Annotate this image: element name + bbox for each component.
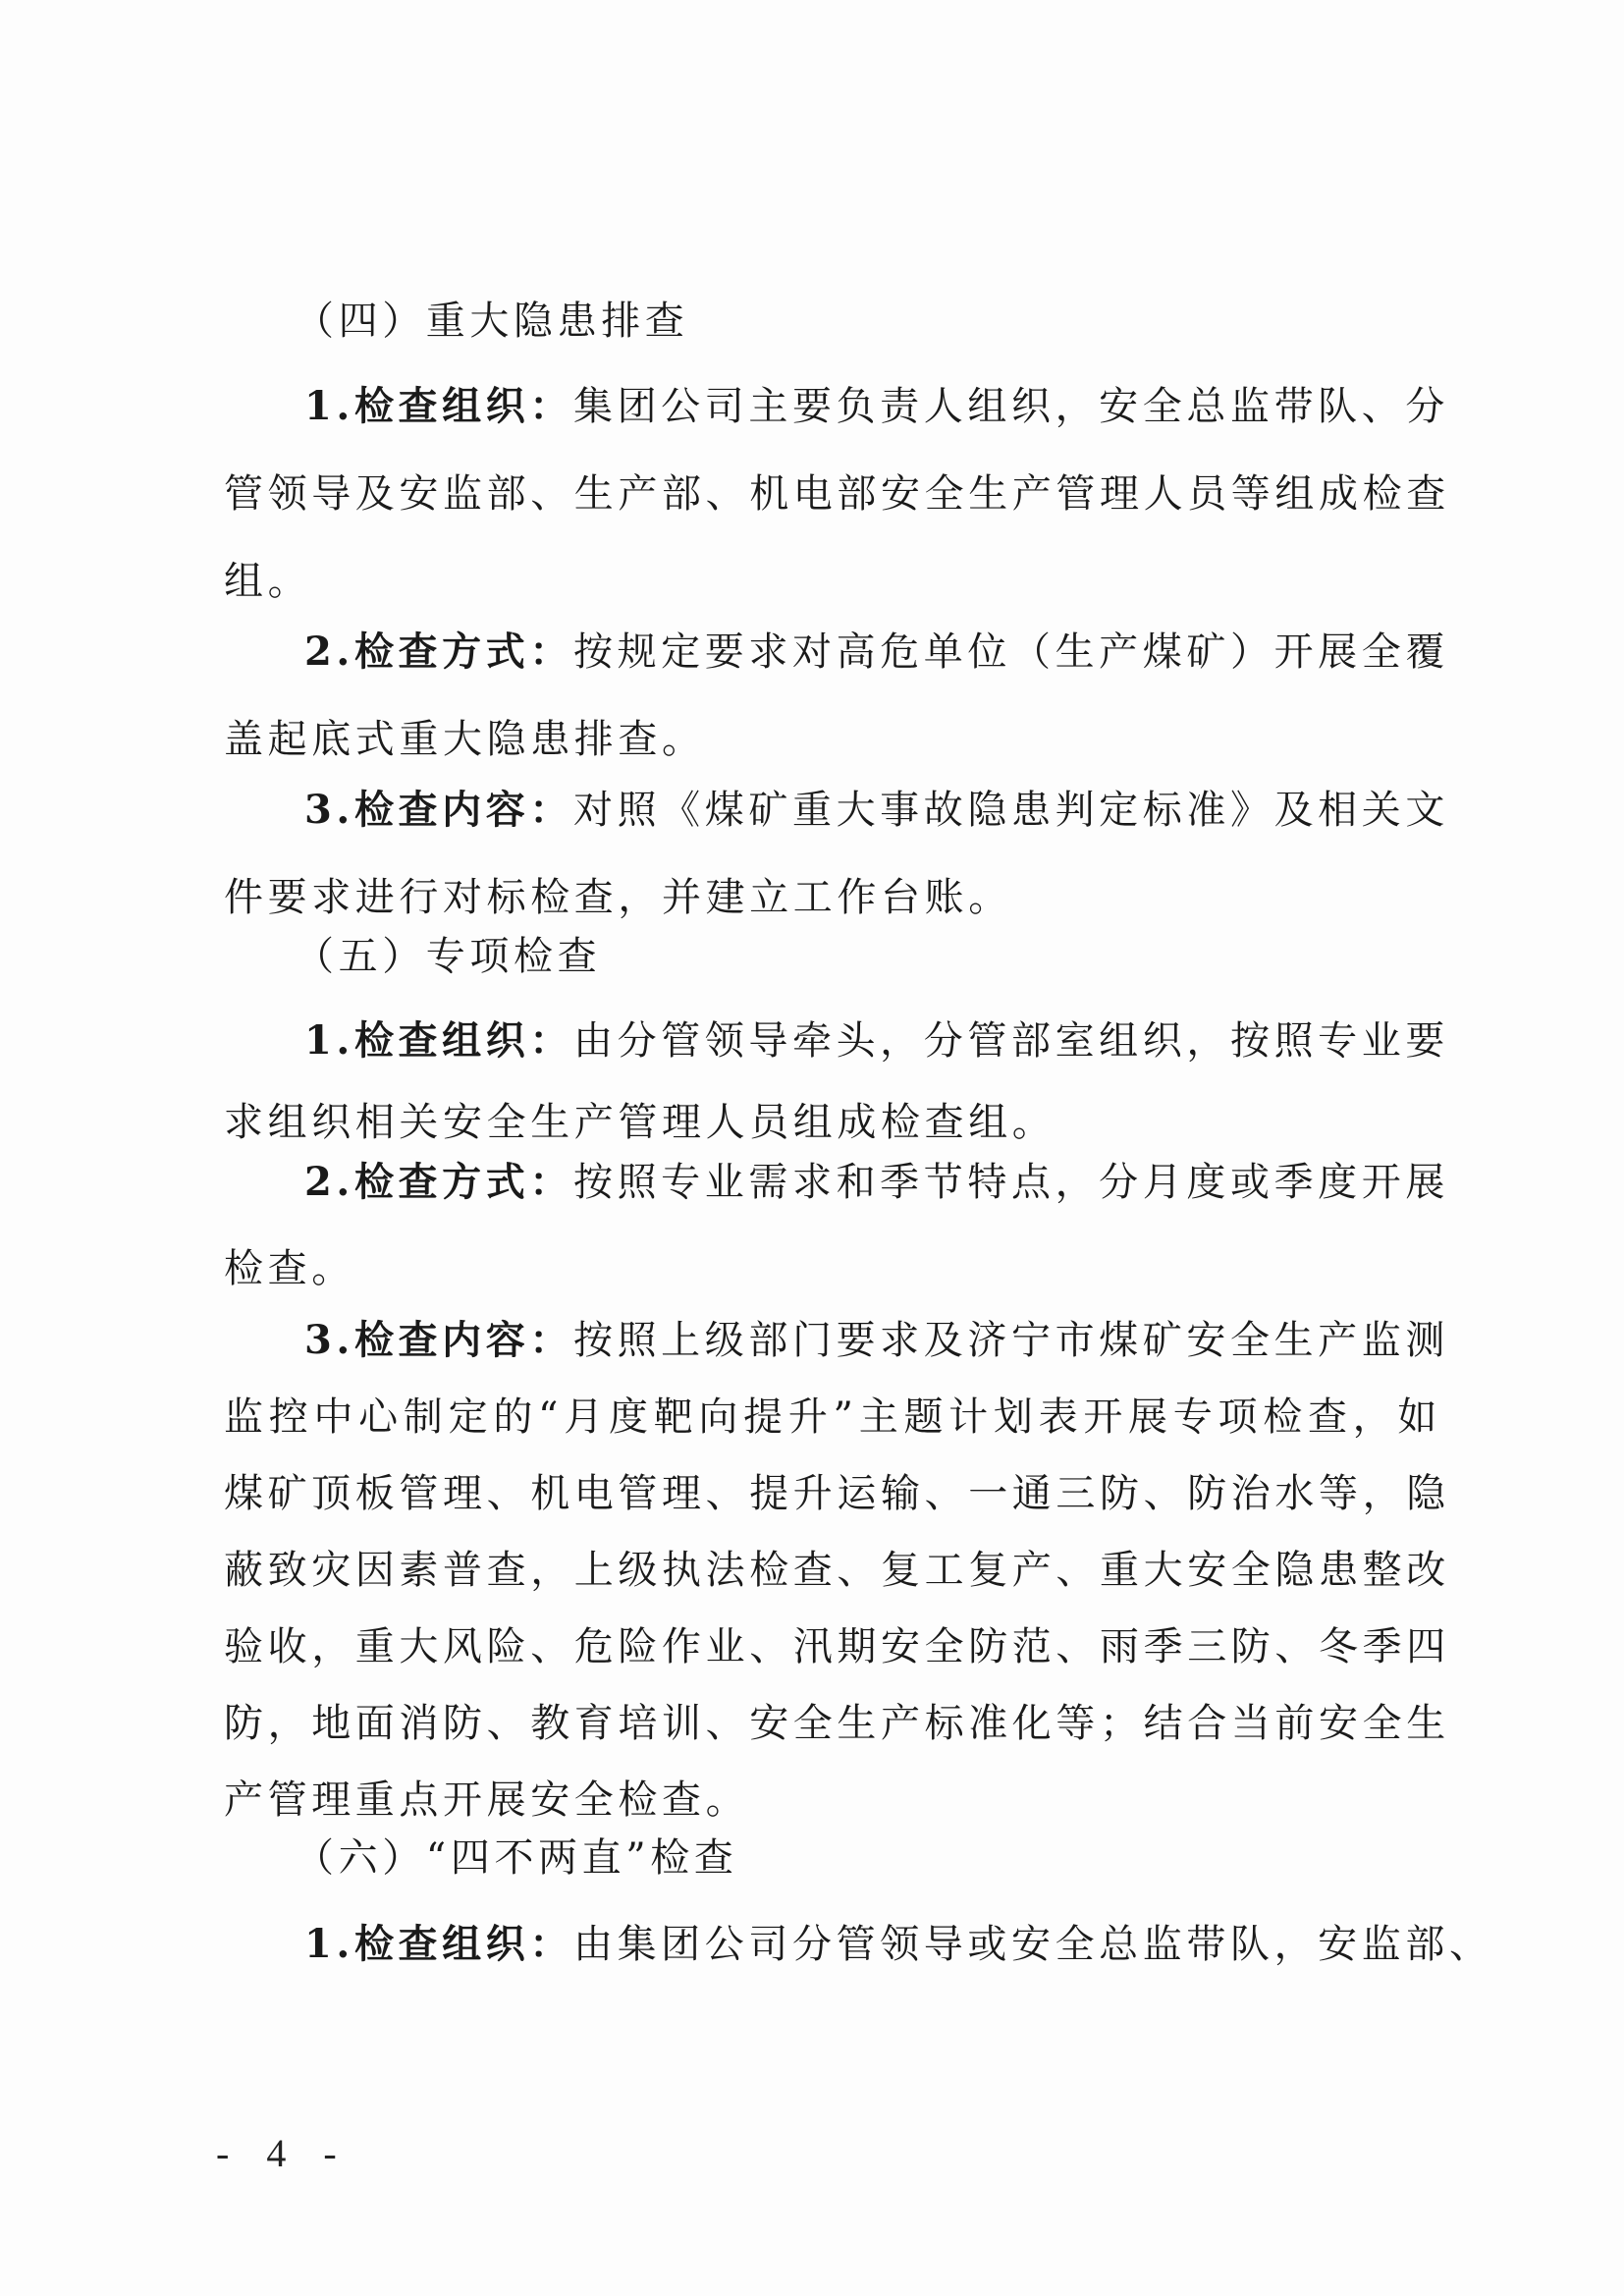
paragraph-line: [304, 623, 1449, 682]
paragraph-line: 煤矿顶板管理、机电管理、提升运输、一通三防、防治水等，隐: [224, 1471, 1450, 1516]
paragraph-line: 蔽致灾因素普查，上级执法检查、复工复产、重大安全隐患整改: [224, 1548, 1450, 1593]
paragraph-line: 管领导及安监部、生产部、机电部安全生产管理人员等组成检查: [224, 471, 1450, 517]
item-label: 1.检查组织：: [304, 1921, 573, 1967]
paragraph-line: 验收，重大风险、危险作业、汛期安全防范、雨季三防、冬季四: [224, 1624, 1450, 1669]
item-label: 1.检查组织：: [304, 383, 573, 429]
section-heading-6: （六）“四不两直”检查: [295, 1835, 738, 1881]
paragraph-line: 监控中心制定的“月度靶向提升”主题计划表开展专项检查，如: [224, 1394, 1441, 1440]
paragraph-line: [304, 1011, 1449, 1070]
paragraph-line: 件要求进行对标检查，并建立工作台账。: [224, 875, 1012, 920]
item-label: 2.检查方式：: [304, 1159, 573, 1205]
paragraph-line: 求组织相关安全生产管理人员组成检查组。: [224, 1100, 1056, 1145]
item-text: 对照《煤矿重大事故隐患判定标准》及相关文: [572, 788, 1449, 833]
paragraph-line: [304, 1915, 1493, 1974]
paragraph-line: 组。: [224, 559, 312, 604]
item-text: 由分管领导牵头，分管部室组织，按照专业要: [572, 1018, 1449, 1064]
paragraph-line: [304, 1311, 1449, 1370]
paragraph-line: 防，地面消防、教育培训、安全生产标准化等；结合当前安全生: [224, 1701, 1450, 1746]
item-text: 由集团公司分管领导或安全总监带队，安监部、: [572, 1922, 1493, 1967]
paragraph-line: [304, 781, 1449, 840]
item-label: 2.检查方式：: [304, 629, 573, 675]
item-text: 按规定要求对高危单位（生产煤矿）开展全覆: [572, 629, 1449, 675]
item-text: 按照专业需求和季节特点，分月度或季度开展: [572, 1160, 1449, 1205]
paragraph-line: 盖起底式重大隐患排查。: [224, 717, 706, 762]
section-heading-4: （四）重大隐患排查: [295, 299, 689, 344]
paragraph-line: [304, 377, 1449, 436]
item-text: 按照上级部门要求及济宁市煤矿安全生产监测: [572, 1318, 1449, 1363]
item-label: 1.检查组织：: [304, 1017, 573, 1064]
item-text: 集团公司主要负责人组织，安全总监带队、分: [572, 384, 1449, 429]
paragraph-line: [304, 1153, 1449, 1212]
item-label: 3.检查内容：: [304, 1317, 573, 1363]
section-heading-5: （五）专项检查: [295, 934, 602, 979]
paragraph-line: 检查。: [224, 1246, 355, 1291]
item-label: 3.检查内容：: [304, 787, 573, 833]
page-number: - 4 -: [216, 2131, 351, 2175]
paragraph-line: 产管理重点开展安全检查。: [224, 1777, 750, 1823]
